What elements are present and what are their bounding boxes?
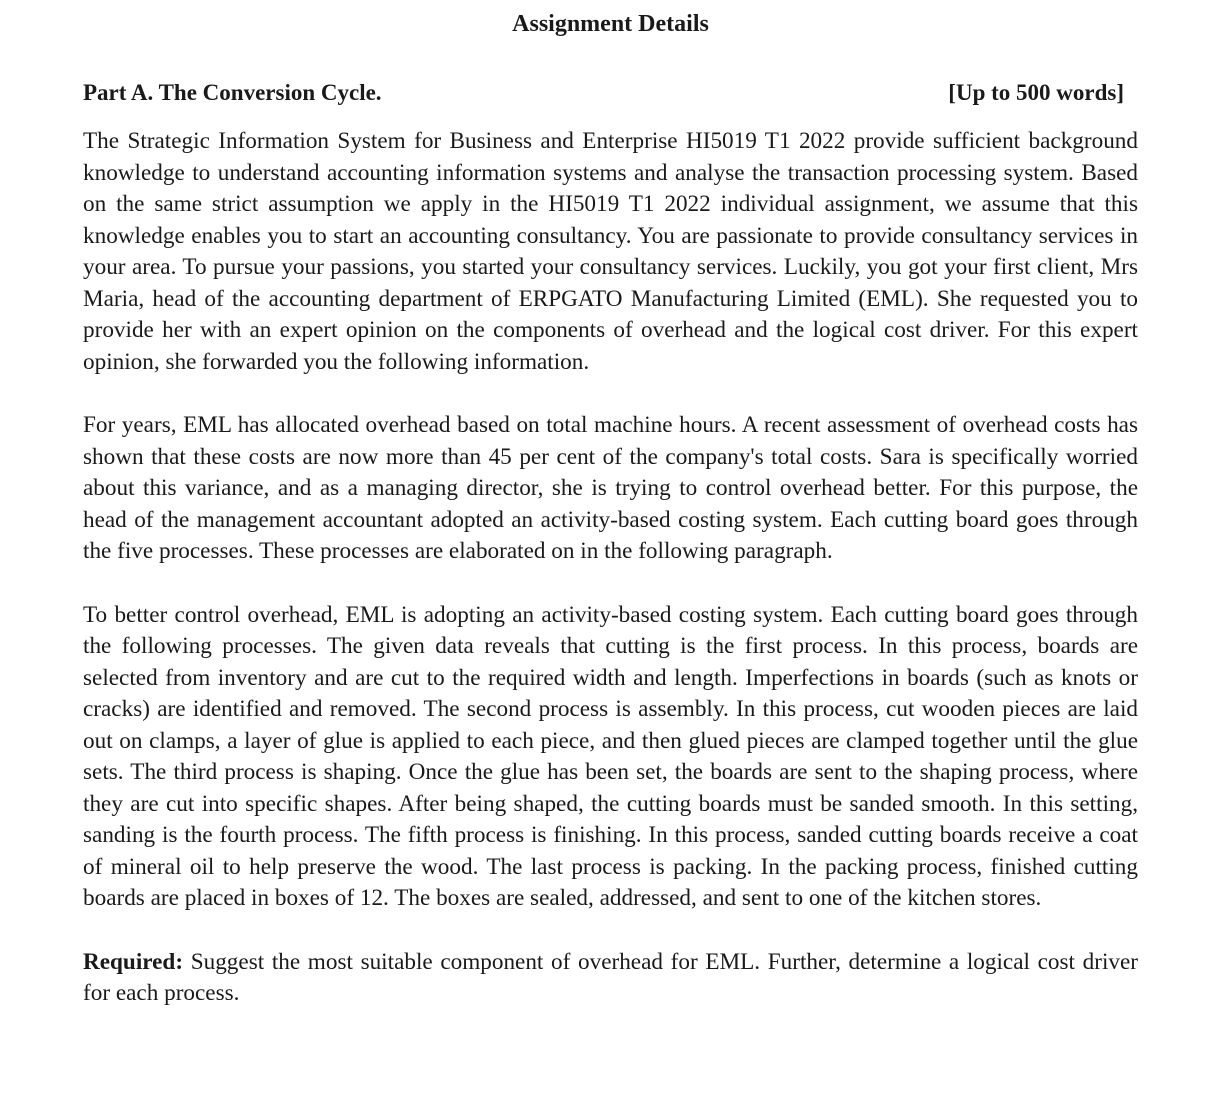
part-header bbox=[83, 78, 1138, 108]
paragraph-intro: The Strategic Information System for Business and Enterprise HI5019 T1 2022 provide sufficient background knowledge to understand accounting information systems and analyse the transaction processing system. Based on the same strict assumption we apply in the HI5019 T1 2022 individual assignment, we assume that this knowledge enables you to start an accounting consultancy. You are passionate to provide consultancy services in your area. To pursue your passions, you started your consultancy services. Luckily, you got your first client, Mrs Maria, head of the accounting department of ERPGATO Manufacturing Limited (EML). She requested you to provide her with an expert opinion on the components of overhead and the logical cost driver. For this expert opinion, she forwarded you the following information. bbox=[83, 128, 1138, 375]
part-title: Part A. The Conversion Cycle. bbox=[83, 80, 382, 105]
required-text: Suggest the most suitable component of overhead for EML. Further, determine a logical cost driver for each process. bbox=[83, 948, 1138, 1006]
paragraph-overhead: For years, EML has allocated overhead based on total machine hours. A recent assessment of overhead costs has shown that these costs are now more than 45 per cent of the company's total costs. Sara is specifically worried about this variance, and as a managing director, she is trying to control overhead better. For this purpose, the head of the management accountant adopted an activity-based costing system. Each cutting board goes through the five processes. These processes are elaborated on in the following paragraph. bbox=[83, 412, 1138, 564]
paragraph-processes: To better control overhead, EML is adopting an activity-based costing system. Each cutting board goes through the following processes. The given data reveals that cutting is the first process. In this process, boards are selected from inventory and are cut to the required width and length. Imperfections in boards (such as knots or cracks) are identified and removed. The second process is assembly. In this process, cut wooden pieces are laid out on clamps, a layer of glue is applied to each piece, and then glued pieces are clamped together until the glue sets. The third process is shaping. Once the glue has been set, the boards are sent to the shaping process, where they are cut into specific shapes. After being shaped, the cutting boards must be sanded smooth. In this setting, sanding is the fourth process. The fifth process is finishing. In this process, sanded cutting boards receive a coat of mineral oil to help preserve the wood. The last process is packing. In the packing process, finished cutting boards are placed in boxes of 12. The boxes are sealed, addressed, and sent to one of the kitchen stores. bbox=[83, 601, 1138, 911]
required-paragraph bbox=[83, 947, 1138, 1010]
required-label: Required: bbox=[83, 948, 184, 975]
word-limit: [Up to 500 words] bbox=[948, 80, 1124, 105]
document-title: Assignment Details bbox=[512, 11, 709, 37]
document-page bbox=[83, 0, 1138, 1010]
